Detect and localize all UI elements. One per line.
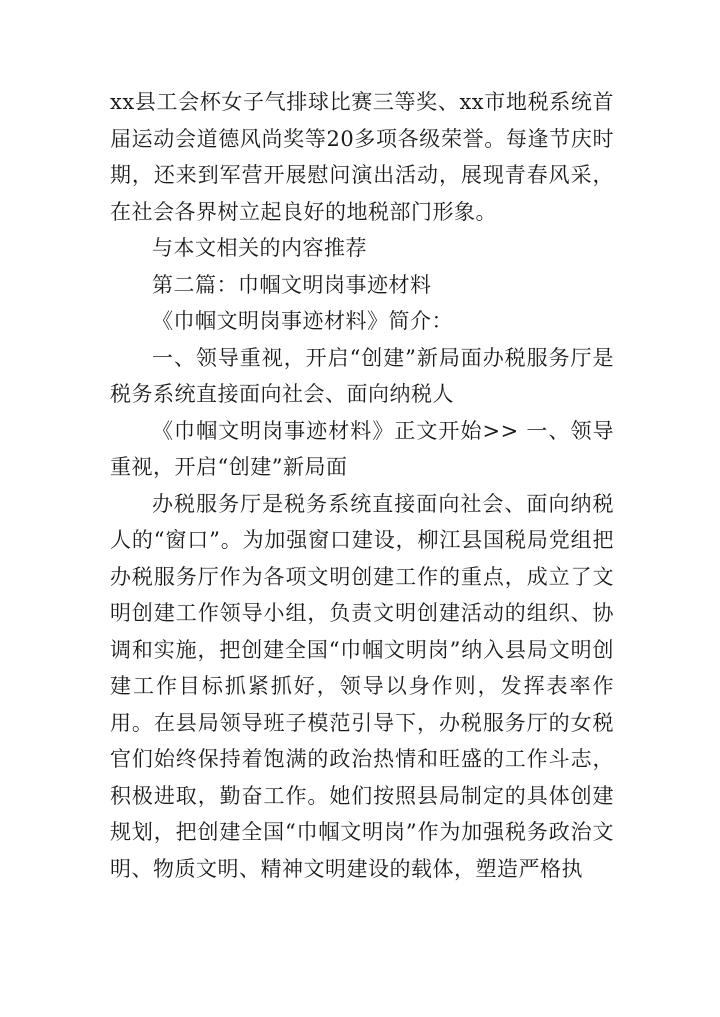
document-body [110, 84, 614, 887]
paragraph-summary-text: 一、领导重视，开启“创建”新局面办税服务厅是税务系统直接面向社会、面向纳税人 [110, 345, 614, 406]
paragraph-main-body: 办税服务厅是税务系统直接面向社会、面向纳税人的“窗口”。为加强窗口建设，柳江县国税局党组把办税服务厅作为各项文明创建工作的重点，成立了文明创建工作领导小组，负责文明创建活动的组织、协调和实施，把创建全国“巾帼文明岗”纳入县局文明创建工作目标抓紧抓好，领导以身作则，发挥表率作用。在县局领导班子模范引导下，办税服务厅的女税官们始终保持着饱满的政治热情和旺盛的工作斗志，积极进取，勤奋工作。她们按照县局制定的具体创建规划，把创建全国“巾帼文明岗”作为加强税务政治文明、物质文明、精神文明建设的载体，塑造严格执 [110, 491, 614, 881]
paragraph-second-article-title: 第二篇：巾帼文明岗事迹材料 [152, 272, 432, 297]
paragraph-honors: xx县工会杯女子气排球比赛三等奖、xx市地税系统首届运动会道德风尚奖等20多项各级荣誉。每逢节庆时期，还来到军营开展慰问演出活动，展现青春风采，在社会各界树立起良好的地税部门形象。 [110, 90, 614, 224]
paragraph-body-start: 《巾帼文明岗事迹材料》正文开始>> 一、领导重视，开启“创建”新局面 [110, 418, 614, 479]
paragraph-related-heading: 与本文相关的内容推荐 [152, 236, 367, 260]
paragraph-summary-label: 《巾帼文明岗事迹材料》简介： [152, 309, 453, 333]
